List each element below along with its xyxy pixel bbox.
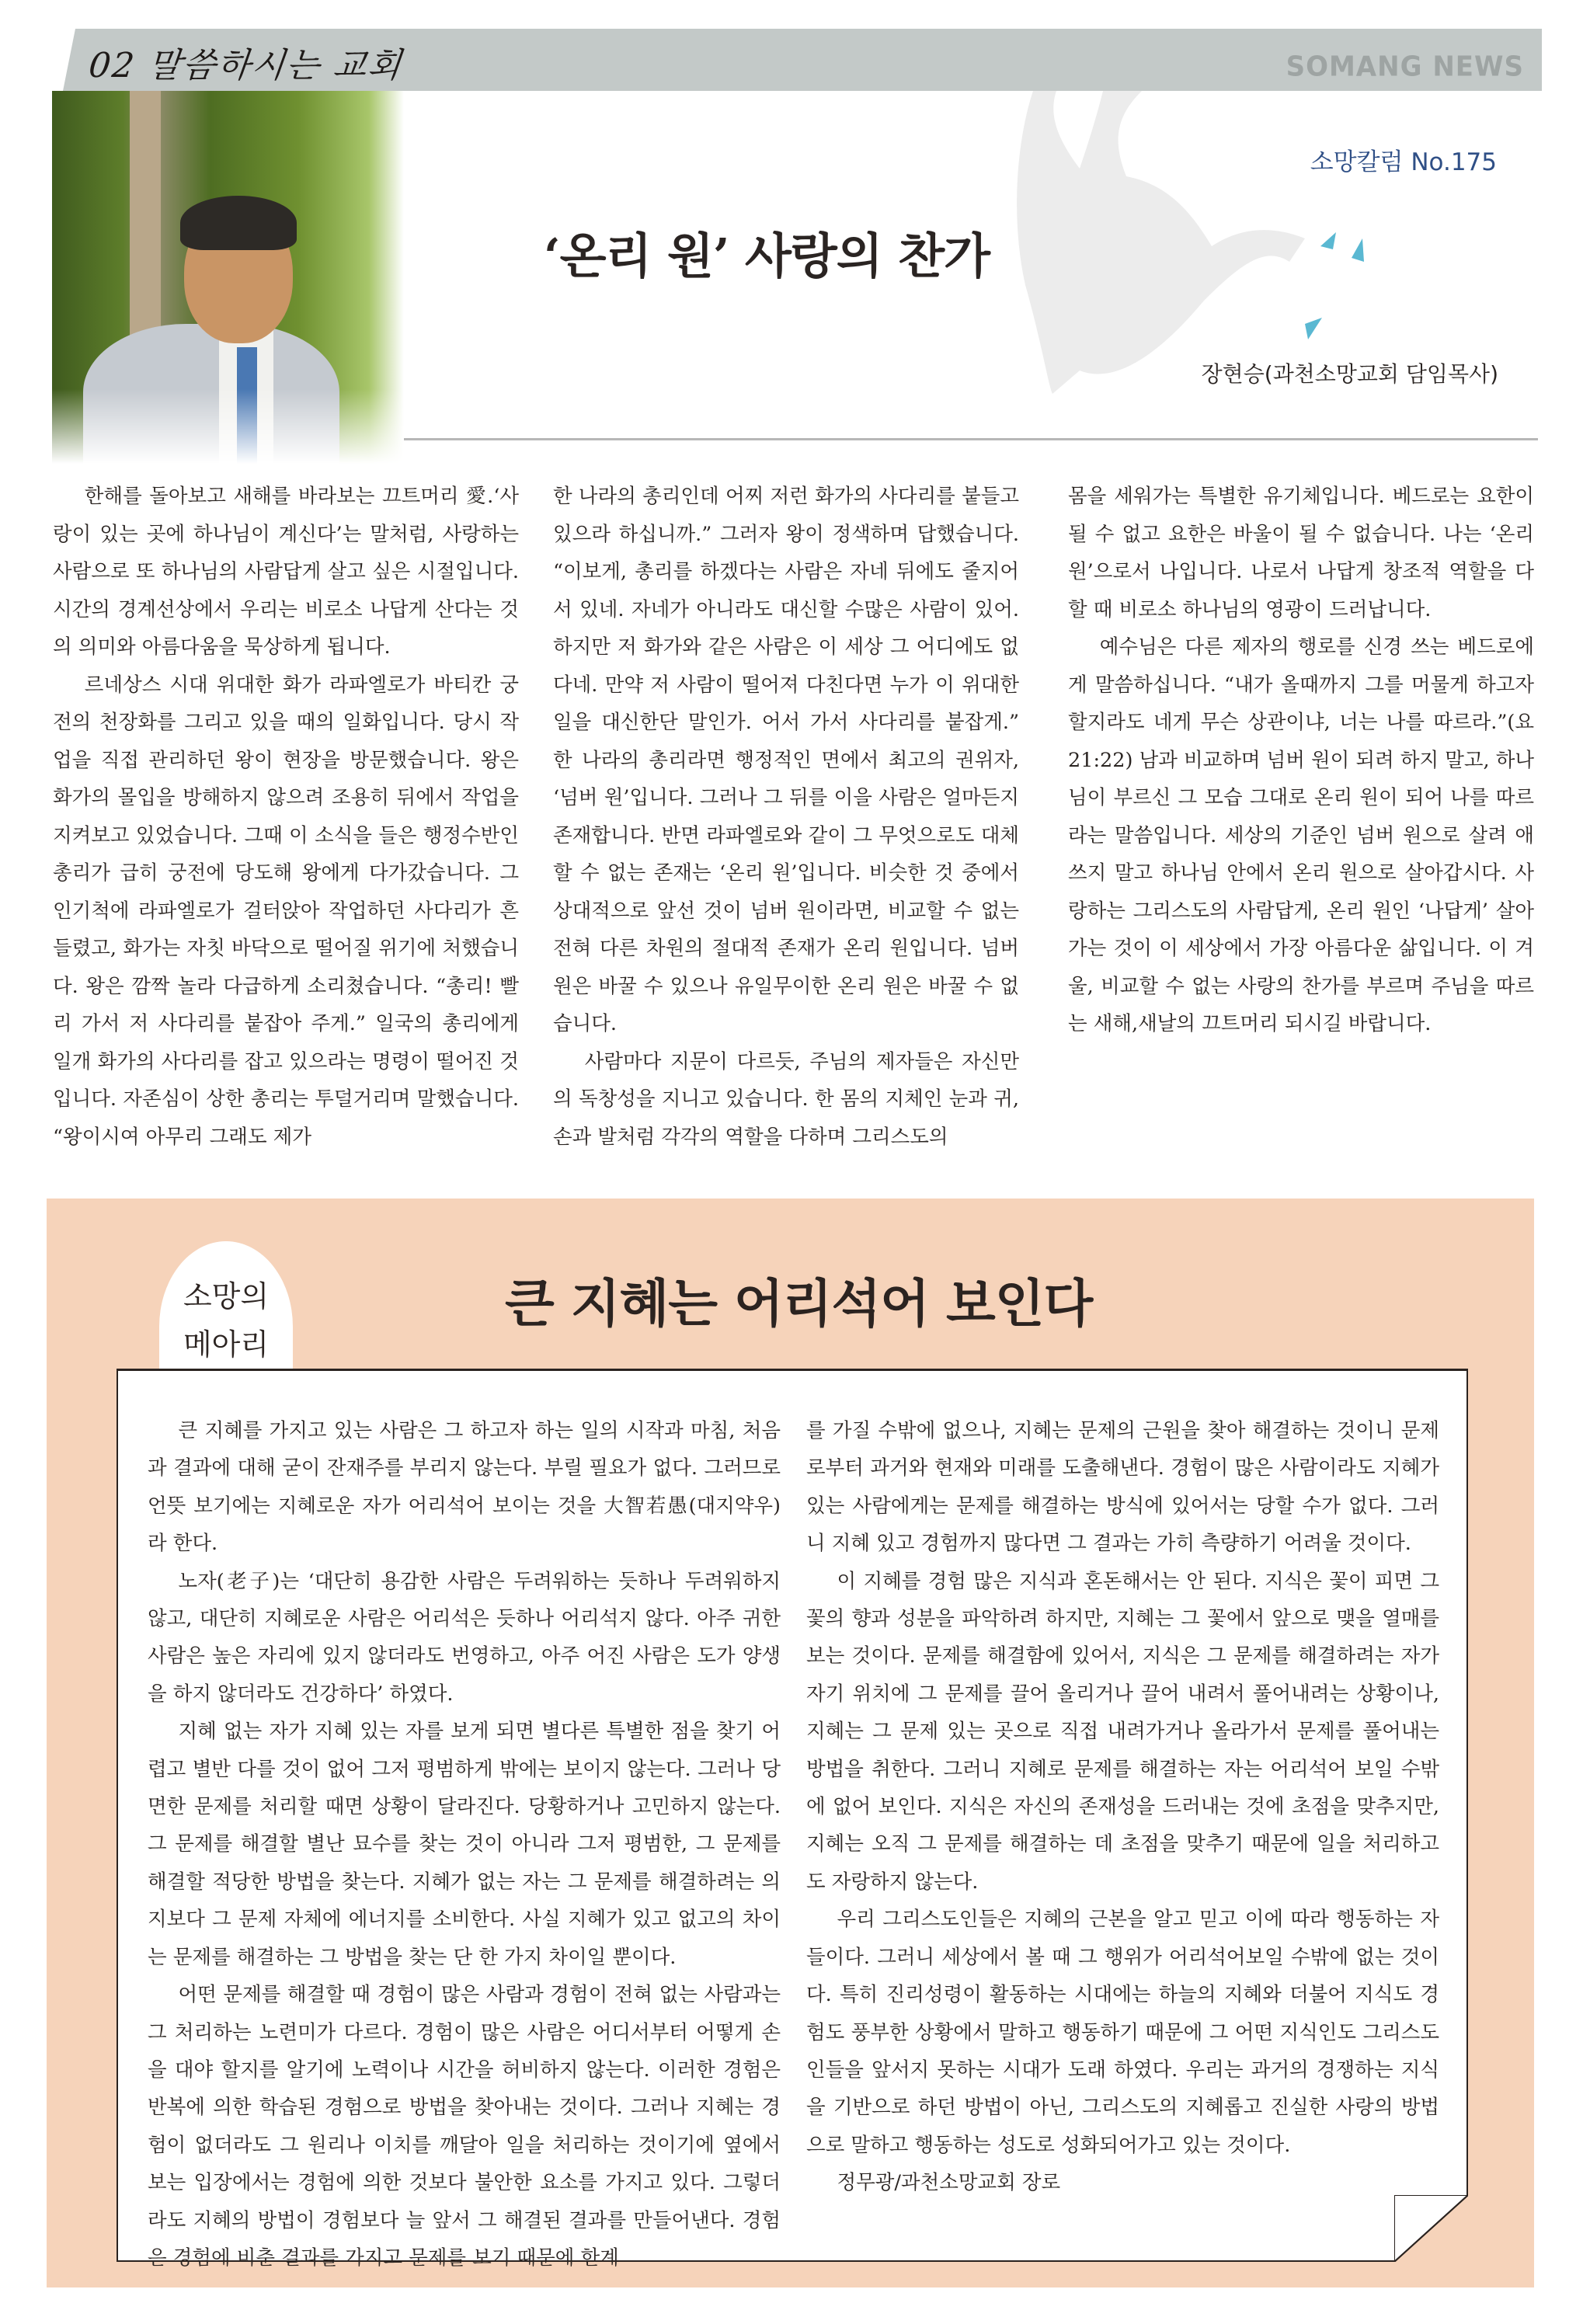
article-byline: 장현승(과천소망교회 담임목사) — [1201, 361, 1498, 387]
section-tab-label — [159, 1272, 293, 1369]
hair — [180, 196, 297, 250]
dove-watermark-icon — [1010, 91, 1414, 394]
article-column-3 — [1068, 478, 1534, 1043]
brand-logo: SOMANG NEWS — [1286, 50, 1524, 83]
paragraph: 예수님은 다른 제자의 행로를 신경 쓰는 베드로에게 말씀하십니다. “내가 올때까지 그를 머물게 하고자 할지라도 네게 무슨 상관이냐, 너는 나를 따르라.”(요 21:22) 남과 비교하며 넘버 원이 되려 하지 말고, 하나님이 부르신 그 모습 그대로 온리 원이 되어 나를 따르라는 말씀입니다. 세상의 기준인 넘버 원으로 살려 애쓰지 말고 하나님 안에서 온리 원으로 살아갑시다. 사랑하는 그리스도의 사람답게, 온리 원인 ‘나답게’ 살아가는 것이 이 세상에서 가장 아름다운 삶입니다. 이 겨울, 비교할 수 없는 사랑의 찬가를 부르며 주님을 따르는 새해,새날의 끄트머리 되시길 바랍니다. — [1068, 635, 1534, 1035]
tab-label-line-1: 소망의 — [183, 1279, 270, 1313]
header-divider — [404, 438, 1538, 440]
page-section-title: 02 말씀하시는 교회 — [86, 46, 405, 85]
author-signature: 정무광/과천소망교회 장로 — [837, 2171, 1061, 2195]
paragraph: 어떤 문제를 해결할 때 경험이 많은 사람과 경험이 전혀 없는 사람과는 그 처리하는 노련미가 다르다. 경험이 많은 사람은 어디서부터 어떻게 손을 대야 할지를 알기에 노력이나 시간을 허비하지 않는다. 이러한 경험은 반복에 의한 학습된 경험으로 방법을 찾아내는 것이다. 그러나 지혜는 경험이 없더라도 그 원리나 이치를 깨달아 일을 처리하는 것이기에 옆에서 보는 입장에서는 경험에 의한 것보다 불안한 요소를 가지고 있다. 그렇더라도 지혜의 방법이 경험보다 늘 앞서 그 해결된 결과를 만들어낸다. 경험은 경험에 비춘 결과를 가지고 문제를 보기 때문에 한계 — [148, 1983, 781, 2270]
paragraph: 우리 그리스도인들은 지혜의 근본을 알고 믿고 이에 따라 행동하는 자들이다. 그러니 세상에서 볼 때 그 행위가 어리석어보일 수밖에 없는 것이다. 특히 진리성령이 활동하는 시대에는 하늘의 지혜와 더불어 지식도 경험도 풍부한 상황에서 말하고 행동하기 때문에 그 어떤 지식인도 그리스도인들을 앞서지 못하는 시대가 도래 하였다. 우리는 과거의 경쟁하는 지식을 기반으로 하던 방법이 아닌, 그리스도의 지혜롭고 진실한 사랑의 방법으로 말하고 행동하는 성도로 성화되어가고 있는 것이다. — [806, 1908, 1439, 2157]
paragraph: 몸을 세워가는 특별한 유기체입니다. 베드로는 요한이 될 수 없고 요한은 바울이 될 수 없습니다. 나는 ‘온리 원’으로서 나입니다. 나로서 나답게 창조적 역할을 다할 때 비로소 하나님의 영광이 드러납니다. — [1068, 485, 1534, 621]
tie — [237, 347, 257, 464]
paragraph: 지혜 없는 자가 지혜 있는 자를 보게 되면 별다른 특별한 점을 찾기 어렵고 별반 다를 것이 없어 그저 평범하게 밖에는 보이지 않는다. 그러나 당면한 문제를 처리할 때면 상황이 달라진다. 당황하거나 고민하지 않는다. 그 문제를 해결할 별난 묘수를 찾는 것이 아니라 그저 평범한, 그 문제를 해결할 적당한 방법을 찾는다. 지혜가 없는 자는 그 문제를 해결하려는 의지보다 그 문제 자체에 에너지를 소비한다. 사실 지혜가 있고 없고의 차이는 문제를 해결하는 그 방법을 찾는 단 한 가지 차이일 뿐이다. — [148, 1720, 781, 1969]
paragraph: 를 가질 수밖에 없으나, 지혜는 문제의 근원을 찾아 해결하는 것이니 문제로부터 과거와 현재와 미래를 도출해낸다. 경험이 많은 사람이라도 지혜가 있는 사람에게는 문제를 해결하는 방식에 있어서는 당할 수가 없다. 그러니 지혜 있고 경험까지 많다면 그 결과는 가히 측량하기 어려울 것이다. — [806, 1419, 1439, 1556]
article-title: ‘온리 원’ 사랑의 찬가 — [544, 228, 990, 284]
paragraph: 한해를 돌아보고 새해를 바라보는 끄트머리 愛.‘사랑이 있는 곳에 하나님이 계신다’는 말처럼, 사랑하는 사람으로 또 하나님의 사람답게 살고 싶은 시절입니다. 시간의 경계선상에서 우리는 비로소 나답게 산다는 것의 의미와 아름다움을 묵상하게 됩니다. — [53, 485, 519, 659]
column-number-label: 소망칼럼 No.175 — [1310, 148, 1497, 176]
paragraph: 이 지혜를 경험 많은 지식과 혼돈해서는 안 된다. 지식은 꽃이 피면 그 꽃의 향과 성분을 파악하려 하지만, 지혜는 그 꽃에서 앞으로 맺을 열매를 보는 것이다. 문제를 해결함에 있어서, 지식은 그 문제를 해결하려는 자가 자기 위치에 그 문제를 끌어 올리거나 끌어 내려서 풀어내려는 상황이나, 지혜는 그 문제 있는 곳으로 직접 내려가거나 올라가서 문제를 풀어내는 방법을 취한다. 그러니 지혜로 문제를 해결하는 자는 어리석어 보일 수밖에 없어 보인다. 지식은 자신의 존재성을 드러내는 것에 초점을 맞추지만, 지혜는 오직 그 문제를 해결하는 데 초점을 맞추기 때문에 일을 처리하고도 자랑하지 않는다. — [806, 1569, 1439, 1894]
wisdom-column-2 — [806, 1412, 1439, 2202]
wisdom-column-1 — [148, 1412, 781, 2277]
paragraph: 노자(老子)는 ‘대단히 용감한 사람은 두려워하는 듯하나 두려워하지 않고, 대단히 지혜로운 사람은 어리석은 듯하나 어리석지 않다. 아주 귀한 사람은 높은 자리에 있지 않더라도 번영하고, 아주 어진 사람은 도가 양생을 하지 않더라도 건강하다’ 하였다. — [148, 1569, 781, 1706]
article-column-1 — [53, 478, 519, 1156]
article-column-2 — [553, 478, 1019, 1156]
author-photo — [52, 91, 404, 464]
paragraph: 한 나라의 총리인데 어찌 저런 화가의 사다리를 붙들고 있으라 하십니까.” 그러자 왕이 정색하며 답했습니다. “이보게, 총리를 하겠다는 사람은 자네 뒤에도 줄지어 서 있네. 자네가 아니라도 대신할 수많은 사람이 있어. 하지만 저 화가와 같은 사람은 이 세상 그 어디에도 없다네. 만약 저 사람이 떨어져 다친다면 누가 이 위대한 일을 대신한단 말인가. 어서 가서 사다리를 붙잡게.” 한 나라의 총리라면 행정적인 면에서 최고의 권위자, ‘넘버 원’입니다. 그러나 그 뒤를 이을 사람은 얼마든지 존재합니다. 반면 라파엘로와 같이 그 무엇으로도 대체할 수 없는 존재는 ‘온리 원’입니다. 비슷한 것 중에서 상대적으로 앞선 것이 넘버 원이라면, 비교할 수 없는 전혀 다른 차원의 절대적 존재가 온리 원입니다. 넘버 원은 바꿀 수 있으나 유일무이한 온리 원은 바꿀 수 없습니다. — [553, 485, 1019, 1035]
paragraph: 큰 지혜를 가지고 있는 사람은 그 하고자 하는 일의 시작과 마침, 처음과 결과에 대해 굳이 잔재주를 부리지 않는다. 부릴 필요가 없다. 그러므로 언뜻 보기에는 지혜로운 자가 어리석어 보이는 것을 大智若愚(대지약우)라 한다. — [148, 1419, 781, 1556]
tab-label-line-2: 메아리 — [183, 1327, 270, 1362]
paragraph: 르네상스 시대 위대한 화가 라파엘로가 바티칸 궁전의 천장화를 그리고 있을 때의 일화입니다. 당시 작업을 직접 관리하던 왕이 현장을 방문했습니다. 왕은 화가의 몰입을 방해하지 않으려 조용히 뒤에서 작업을 지켜보고 있었습니다. 그때 이 소식을 들은 행정수반인 총리가 급히 궁전에 당도해 왕에게 다가갔습니다. 그 인기척에 라파엘로가 걸터앉아 작업하던 사다리가 흔들렸고, 화가는 자칫 바닥으로 떨어질 위기에 처했습니다. 왕은 깜짝 놀라 다급하게 소리쳤습니다. “총리! 빨리 가서 저 사다리를 붙잡아 주게.” 일국의 총리에게 일개 화가의 사다리를 잡고 있으라는 명령이 떨어진 것입니다. 자존심이 상한 총리는 투덜거리며 말했습니다. “왕이시여 아무리 그래도 제가 — [53, 673, 519, 1149]
paragraph: 사람마다 지문이 다르듯, 주님의 제자들은 자신만의 독창성을 지니고 있습니다. 한 몸의 지체인 눈과 귀, 손과 발처럼 각각의 역할을 다하며 그리스도의 — [553, 1049, 1019, 1149]
wisdom-title: 큰 지혜는 어리석어 보인다 — [505, 1274, 1093, 1334]
page-curl-icon — [1394, 2195, 1468, 2262]
jacket — [83, 324, 339, 464]
